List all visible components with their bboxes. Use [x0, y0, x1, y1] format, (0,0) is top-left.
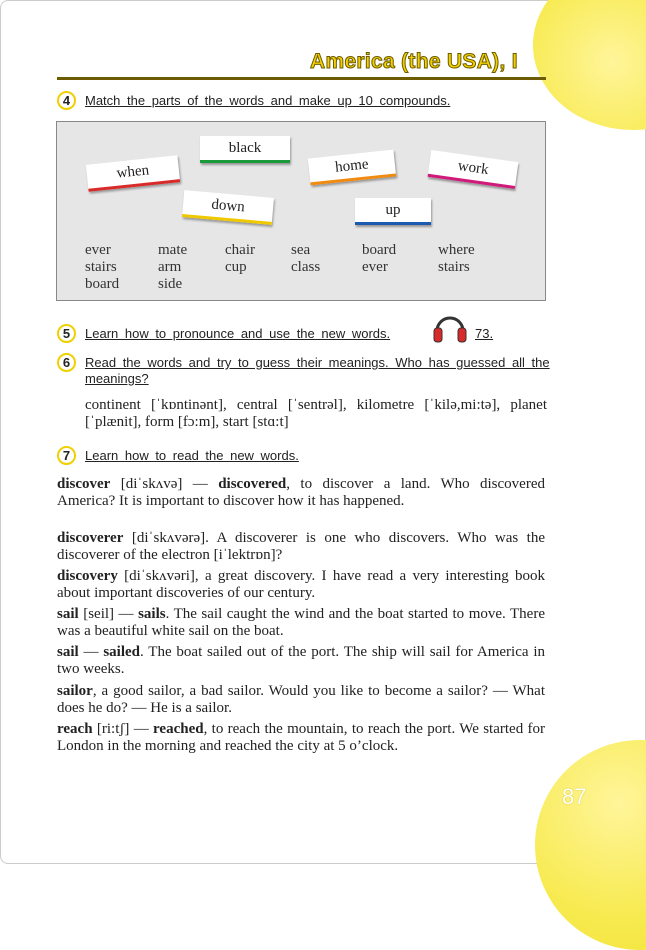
word-card-down[interactable]: down: [182, 190, 274, 225]
entry-text: . The sail caught the wind and the boat started to move. There was a beautiful white sail on the boat.: [57, 606, 545, 639]
entry-headword: reach: [57, 721, 93, 737]
entry-headword-form: sails: [138, 606, 166, 622]
vocab-entry-discovery: [57, 568, 545, 602]
word-part: chair: [225, 242, 255, 258]
word-part: class: [291, 259, 321, 275]
word-column-2: [158, 242, 187, 293]
entry-text: , to reach the mountain, to reach the port. We started for London in the morning and reached the city at 5 o’clock.: [57, 721, 546, 754]
entry-text: , a good sailor, a bad sailor. Would you like to become a sailor? — What does he do? — He is a sailor.: [57, 683, 545, 716]
entry-headword-form: reached: [153, 721, 204, 737]
word-column-6: [438, 242, 475, 276]
task-instruction: Learn how to read the new words.: [85, 448, 299, 463]
word-card-home[interactable]: home: [308, 150, 396, 186]
vocab-entry-sailor: [57, 683, 545, 717]
entry-text: [diˈskʌvə] —: [110, 476, 219, 492]
word-column-4: [291, 242, 320, 276]
entry-text: [diˈskʌvəri], a great discovery. I have read a very interesting book about important discoveries of our century.: [57, 568, 545, 601]
vocab-entry-sail-verb: [57, 644, 545, 678]
task-number: 7: [57, 446, 76, 465]
vocab-entry-reach: [57, 721, 545, 755]
entry-text: . The boat sailed out of the port. The ship will sail for America in two weeks.: [57, 644, 546, 677]
vocab-entry-sail: [57, 606, 545, 640]
entry-text: , to discover a land. Who discovered America? It is important to discover how it has happened.: [57, 476, 545, 509]
entry-headword: discoverer: [57, 530, 124, 546]
compound-words-box: [56, 121, 546, 301]
vocab-entry-discover: [57, 476, 545, 510]
word-part: mate: [158, 242, 188, 258]
entry-headword: discovery: [57, 568, 118, 584]
word-part: stairs: [85, 259, 117, 275]
entry-headword: discover: [57, 476, 111, 492]
word-part: arm: [158, 259, 182, 275]
entry-headword: sailor: [57, 683, 93, 699]
entry-text: —: [78, 644, 104, 660]
entry-text: [diˈskʌvərə]. A discoverer is one who discovers. Who was the discoverer of the electron [iˈlektrɒn]?: [57, 530, 545, 563]
task-instruction: Learn how to pronounce and use the new words.: [85, 326, 391, 341]
entry-text: [seil] —: [78, 606, 139, 622]
title-rule: [57, 77, 546, 80]
word-part: sea: [291, 242, 311, 258]
word-part: ever: [362, 259, 388, 275]
task-number: 4: [57, 91, 76, 110]
entry-headword-form: discovered: [218, 476, 287, 492]
task-instruction: Match the parts of the words and make up 10 compounds.: [85, 93, 451, 108]
word-column-5: [362, 242, 396, 276]
audio-track-number: 73.: [475, 326, 494, 341]
entry-headword: sail: [57, 606, 79, 622]
word-column-1: [85, 242, 119, 293]
word-part: side: [158, 276, 183, 292]
entry-headword: sail: [57, 644, 79, 660]
word-part: cup: [225, 259, 247, 275]
task-6-word-list: continent [ˈkɒntinənt], central [ˈsentrəl], kilometre [ˈkilə,mi:tə], planet [ˈplænit], form [fɔ:m], start [stɑ:t]: [85, 397, 547, 430]
word-part: stairs: [438, 259, 470, 275]
page-number: 87: [562, 784, 587, 809]
word-column-3: [225, 242, 255, 276]
task-instruction: Read the words and try to guess their meanings. Who has guessed all the meanings?: [85, 355, 550, 386]
word-card-up[interactable]: up: [355, 198, 431, 225]
word-card-when[interactable]: when: [86, 155, 180, 191]
vocab-entry-discoverer: [57, 530, 545, 564]
word-part: board: [85, 276, 120, 292]
word-part: board: [362, 242, 397, 258]
word-card-work[interactable]: work: [428, 150, 519, 189]
word-part: where: [438, 242, 475, 258]
headphones-icon[interactable]: [432, 311, 468, 343]
entry-text: [ri:tʃ] —: [92, 721, 154, 737]
word-part: ever: [85, 242, 111, 258]
entry-headword-form: sailed: [103, 644, 140, 660]
task-number: 6: [57, 353, 76, 372]
word-card-black[interactable]: black: [200, 136, 290, 163]
chapter-title: America (the USA), I: [310, 50, 518, 73]
task-number: 5: [57, 324, 76, 343]
